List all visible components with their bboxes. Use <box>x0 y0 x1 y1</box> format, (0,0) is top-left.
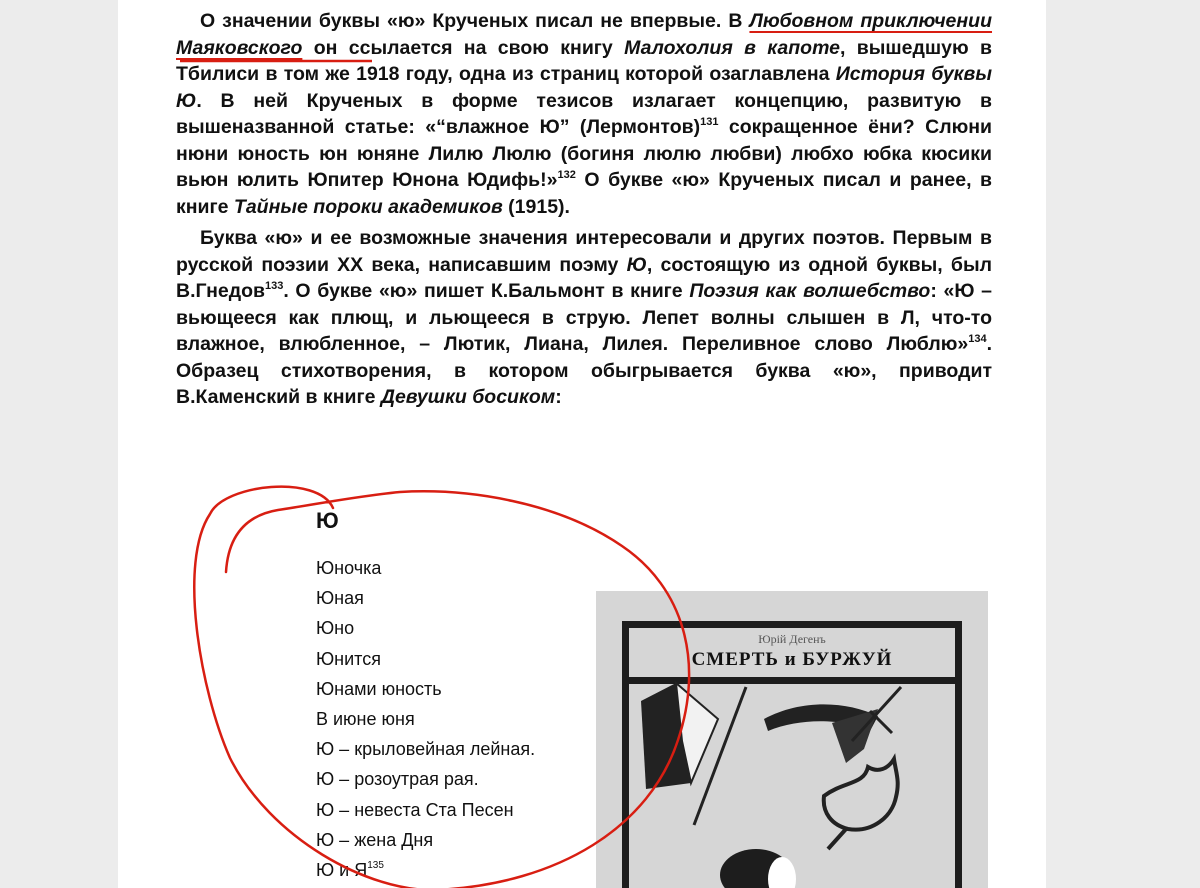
footnote-ref: 133 <box>264 279 284 292</box>
text-run: : «Ю – вьющееся как плющ, и льющееся в струю. Лепет волны слышен в Л, что-то влажное, влюбленное, – Лютик, Лиана, Лилея. Переливное слово Люблю» <box>176 280 992 355</box>
text-run: он ссылается на свою книгу <box>302 36 625 59</box>
book-title-italic: Тайные пороки академиков <box>233 195 503 218</box>
text-run: Буква «ю» и ее возможные значения интересовали и других поэтов. Первым в русской поэзии XX века, написавшим поэму <box>176 227 992 276</box>
poem-line: Ю – невеста Ста Песен <box>316 799 514 820</box>
paragraph-1 <box>176 8 992 220</box>
poem-line: Юно <box>316 618 355 639</box>
poem-line: Юнами юность <box>316 678 442 699</box>
body-text <box>176 8 992 411</box>
poem-line: Ю – розоутрая рая. <box>316 769 479 790</box>
cover-title: СМЕРТЬ и БУРЖУЙ <box>691 649 893 670</box>
poem-line: Юная <box>316 588 364 609</box>
text-run: , состоящую из одной буквы, был В.Гнедов <box>176 253 992 302</box>
text-run: . Образец стихотворения, в котором обыгрывается буква «ю», приводит В.Каменский в книге <box>176 333 992 408</box>
footnote-ref: 135 <box>367 860 384 872</box>
book-page <box>118 0 1046 888</box>
footnote-ref: 132 <box>557 168 576 181</box>
poem-line-last <box>316 855 535 885</box>
book-title-italic: История буквы Ю <box>176 63 992 112</box>
text-run: О букве «ю» Крученых писал и ранее, в книге <box>176 169 992 218</box>
book-title-italic: Ю <box>626 253 647 276</box>
poem-line: Юночка <box>316 558 382 578</box>
cover-line <box>828 829 846 849</box>
text-run: О значении буквы «ю» Крученых писал не впервые. В <box>200 10 750 32</box>
paragraph-2 <box>176 225 992 411</box>
poem <box>316 506 535 885</box>
text-run: . О букве «ю» пишет К.Бальмонт в книге <box>283 280 690 302</box>
book-title-italic: Малохолия в капоте <box>624 36 841 59</box>
poem-line: В июне юня <box>316 709 415 730</box>
text-run: . В ней Крученых в форме тезисов излагает концепцию, развитую в вышеназванной статье: «“влажное Ю” (Лермонтов) <box>176 89 992 138</box>
cover-hand <box>824 759 898 830</box>
poem-line: Ю – крыловейная лейная. <box>316 739 536 760</box>
footnote-ref: 131 <box>700 115 719 128</box>
book-title-italic: Поэзия как волшебство <box>689 280 931 302</box>
text-run: (1915). <box>502 195 570 218</box>
book-title-italic: Любовном приключении Маяковского <box>176 10 993 59</box>
cover-illustration <box>596 591 988 888</box>
book-cover-image <box>596 591 988 888</box>
poem-line: Ю – жена Дня <box>316 829 434 850</box>
footnote-ref: 134 <box>968 332 987 345</box>
poem-line-text: Ю и Я <box>316 860 368 881</box>
cover-author: Юрій Дегенъ <box>758 632 826 646</box>
poem-line: Юнится <box>316 648 381 669</box>
text-run: : <box>555 386 562 408</box>
book-title-italic: Девушки босиком <box>380 386 556 408</box>
right-margin <box>1046 0 1200 888</box>
text-run: , вышедшую в Тбилиси в том же 1918 году, одна из страниц которой озаглавлена <box>176 36 992 85</box>
left-margin <box>0 0 118 888</box>
text-run: сокращенное ёни? Слюни нюни юность юн юняне Лилю Люлю (богиня люлю любви) любхо юбка кюсики вьюн юлить Юпитер Юнона Юдифь!» <box>176 116 993 191</box>
poem-title: Ю <box>316 508 339 533</box>
